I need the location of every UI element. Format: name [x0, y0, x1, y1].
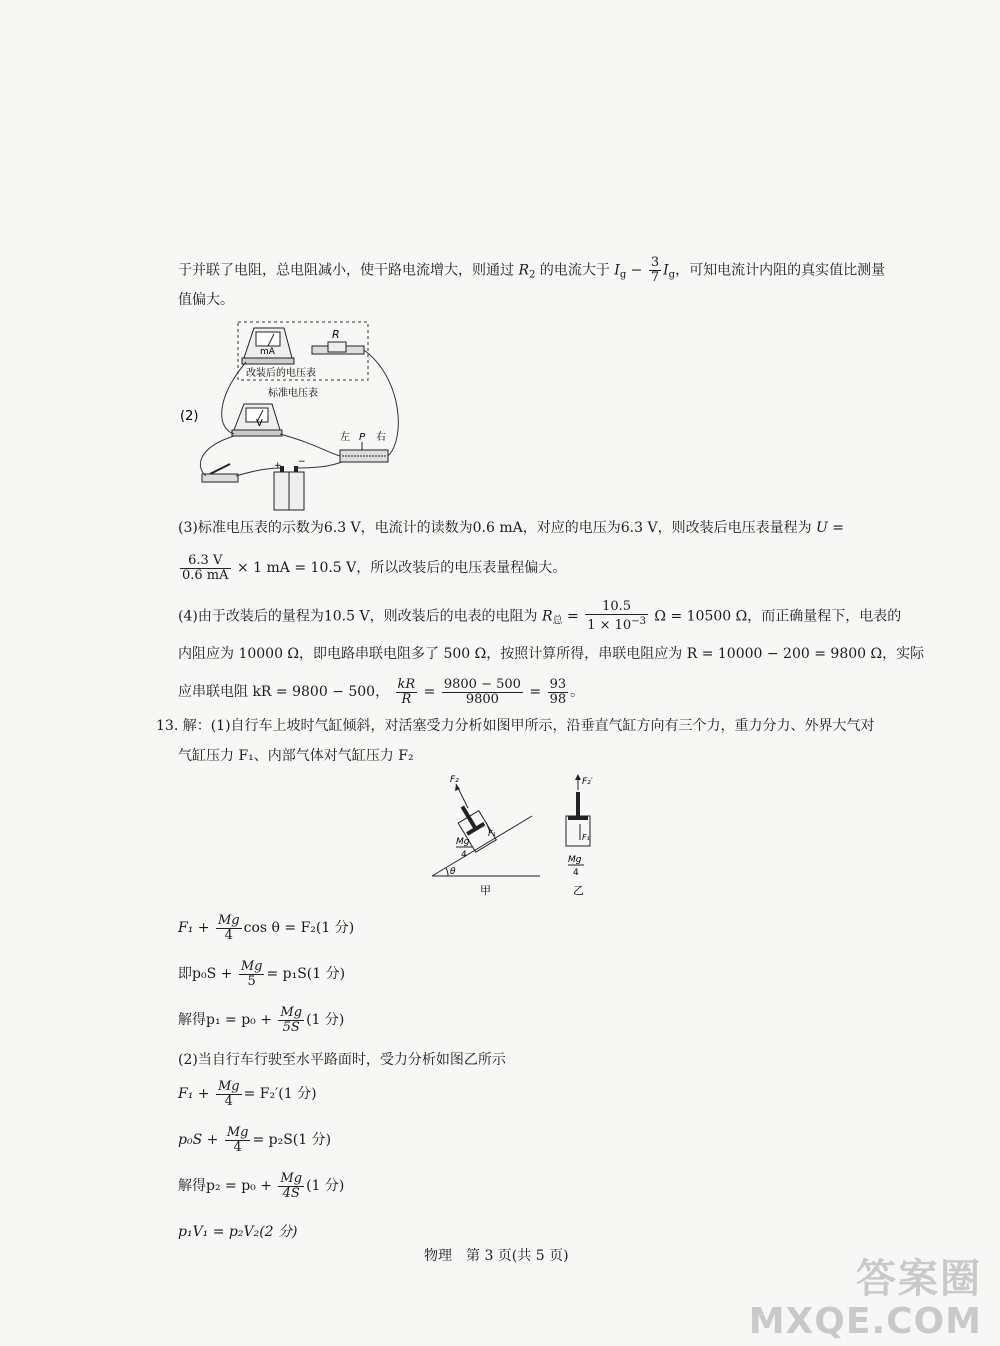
p-label: P — [359, 432, 366, 443]
eq-8: p₁V₁ = p₂V₂(2 分) — [178, 1224, 298, 1240]
fraction-mg-5s: $\frac{Mg}{5S}$ — [280, 1004, 303, 1035]
theta-label: θ — [450, 867, 456, 877]
modified-meter-label: 改装后的电压表 — [246, 368, 316, 379]
piston-figure — [428, 770, 608, 900]
fraction-mg-4c: $\frac{Mg}{4}$ — [226, 1124, 249, 1155]
resistor-r-icon — [312, 342, 364, 354]
eq-4: (2)当自行车行驶至水平路面时，受力分析如图乙所示 — [178, 1052, 506, 1068]
jia-label: 甲 — [480, 884, 491, 897]
fraction-mg-4: $\frac{Mg}{4}$ — [217, 912, 240, 943]
plus-label: + — [274, 461, 282, 471]
yi-label: 乙 — [573, 884, 584, 897]
mg-label: Mg — [456, 837, 470, 847]
f2p-label: F₂′ — [582, 777, 593, 787]
left-label: 左 — [340, 432, 350, 443]
milliammeter-icon — [242, 328, 294, 364]
fig1-label: (2) — [180, 409, 199, 424]
eq-5: F₁ + $\frac{Mg}{4}$ = F₂′(1 分) — [178, 1078, 317, 1109]
fraction-mg-4b: $\frac{Mg}{4}$ — [217, 1078, 240, 1109]
q13-line2: 气缸压力 F₁、内部气体对气缸压力 F₂ — [178, 748, 414, 764]
eq-1: F₁ + $\frac{Mg}{4}$ cos θ = F₂(1 分) — [178, 912, 355, 943]
fraction-mg-5: $\frac{Mg}{5}$ — [240, 958, 263, 989]
v-label: V — [256, 418, 263, 429]
fraction-3-7: $\frac{3}{7}$ — [650, 255, 660, 285]
fraction-kr-r: $\frac{kR}{R}$ — [397, 676, 416, 707]
part3-line1: (3)标准电压表的示数为6.3 V，电流计的读数为0.6 mA，对应的电压为6.3 V，则改装后电压表量程为 U = — [178, 520, 845, 536]
right-label: 右 — [376, 432, 386, 443]
battery-icon — [274, 466, 304, 510]
f1-label: F₁ — [488, 829, 496, 838]
f1b-label: F₁ — [582, 833, 590, 842]
watermark-logo: 答案圈 MXQE.COM — [748, 1256, 982, 1342]
eq-2: 即p₀S + $\frac{Mg}{5}$ = p₁S(1 分) — [178, 958, 346, 989]
part4-line2: 内阻应为 10000 Ω，即电路串联电阻多了 500 Ω，按照计算所得，串联电阻应为 R = 10000 − 200 = 9800 Ω，实际 — [178, 646, 925, 662]
four-label: 4 — [461, 850, 467, 860]
eq-7: 解得p₂ = p₀ + $\frac{Mg}{4S}$ (1 分) — [178, 1170, 345, 1201]
eq-3: 解得p₁ = p₀ + $\frac{Mg}{5S}$ (1 分) — [178, 1004, 345, 1035]
part4-line1: (4)由于改装后的量程为10.5 V，则改装后的电表的电阻为 $R_总$ = $\frac{10.5}{1 \times 10^{-3}}$ Ω = 10500 Ω，而正确量程下，电表的 — [178, 599, 902, 633]
part4-line3: 应串联电阻 kR = 9800 − 500， $\frac{kR}{R}$ = $\frac{9800 - 500}{9800}$ = $\frac{93}{98}$ 。 — [178, 676, 585, 707]
ma-label: mA — [260, 347, 275, 357]
part3-line2: $\frac{6.3 V}{0.6 mA}$ × 1 mA = 10.5 V，所以改装后的电压表量程偏大。 — [182, 552, 567, 583]
standard-meter-label: 标准电压表 — [268, 388, 318, 399]
q13-line1: 13. 解：(1)自行车上坡时气缸倾斜，对活塞受力分析如图甲所示，沿垂直气缸方向有三个力，重力分力、外界大气对 — [156, 718, 875, 734]
fraction-9800: $\frac{9800 - 500}{9800}$ — [443, 676, 521, 707]
part1-line1: 于并联了电阻，总电阻减小，使干路电流增大，则通过 $R_2$ 的电流大于 $I_g$ − $\frac{3}{7}$ $I_g$，可知电流计内阻的真实值比测量 — [178, 255, 886, 285]
mg2-label: Mg — [568, 855, 582, 865]
rheostat-icon — [340, 442, 388, 462]
minus-label: − — [298, 457, 306, 467]
fraction-10-5: $\frac{10.5}{1 \times 10^{-3}}$ — [587, 599, 646, 633]
circuit-figure — [176, 318, 406, 514]
part1-line2: 值偏大。 — [178, 292, 234, 308]
f2-label: F₂ — [450, 775, 459, 785]
r-label: R — [332, 328, 340, 341]
eq-6: p₀S + $\frac{Mg}{4}$ = p₂S(1 分) — [178, 1124, 332, 1155]
fraction-mg-4s: $\frac{Mg}{4S}$ — [280, 1170, 303, 1201]
four2-label: 4 — [573, 868, 579, 878]
fraction-93-98: $\frac{93}{98}$ — [549, 676, 567, 707]
page-footer: 物理 第 3 页(共 5 页) — [424, 1248, 569, 1264]
switch-icon — [202, 464, 238, 482]
fraction-6-3v: $\frac{6.3 V}{0.6 mA}$ — [182, 552, 229, 583]
